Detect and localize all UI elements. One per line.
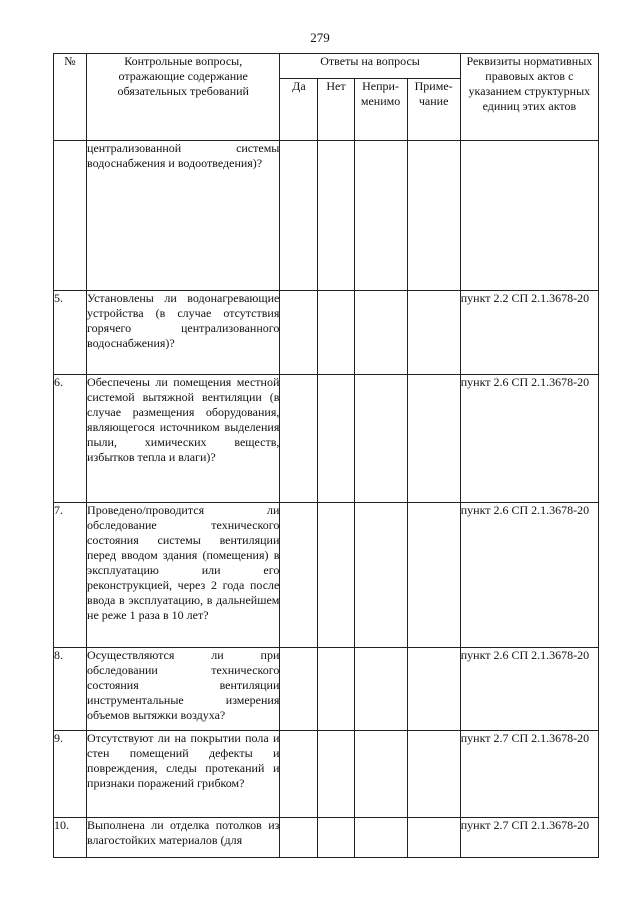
row-num: 7.: [54, 503, 87, 648]
table-row: [54, 648, 599, 731]
cell-primechanie: [407, 291, 460, 375]
row-num: 8.: [54, 648, 87, 731]
table-row: [54, 731, 599, 818]
cell-net: [318, 648, 354, 731]
cell-neprimenimo: [354, 503, 407, 648]
cell-da: [280, 503, 318, 648]
row-num: 6.: [54, 375, 87, 503]
header-answers: Ответы на вопросы: [280, 54, 460, 79]
cell-neprimenimo: [354, 648, 407, 731]
row-ref: пункт 2.7 СП 2.1.3678-20: [460, 731, 598, 818]
row-num: 10.: [54, 818, 87, 858]
cell-da: [280, 818, 318, 858]
cell-da: [280, 141, 318, 291]
header-primechanie: Приме-чание: [407, 79, 460, 141]
header-num: №: [54, 54, 87, 141]
header-neprimenimo: Непри-менимо: [354, 79, 407, 141]
row-question: Проведено/проводится ли обследование технического состояния системы вентиляции перед вводом здания (помещения) в эксплуатацию или его реконструкцией, через 2 года после ввода в эксплуатацию, в дальнейшем не реже 1 раза в 10 лет?: [87, 503, 280, 648]
cell-net: [318, 503, 354, 648]
row-ref: пункт 2.2 СП 2.1.3678-20: [460, 291, 598, 375]
cell-neprimenimo: [354, 818, 407, 858]
table-row: [54, 818, 599, 858]
cell-da: [280, 291, 318, 375]
cell-neprimenimo: [354, 375, 407, 503]
row-question: Выполнена ли отделка потолков из влагостойких материалов (для: [87, 818, 280, 858]
header-da: Да: [280, 79, 318, 141]
cell-da: [280, 375, 318, 503]
row-num: 5.: [54, 291, 87, 375]
page-number: 279: [310, 30, 330, 45]
cell-primechanie: [407, 141, 460, 291]
row-ref: [460, 141, 598, 291]
cell-primechanie: [407, 648, 460, 731]
cell-net: [318, 141, 354, 291]
row-question: Обеспечены ли помещения местной системой вытяжной вентиляции (в случае размещения оборудования, являющегося источником выделения пыли, химических веществ, избытков тепла и влаги)?: [87, 375, 280, 503]
cell-net: [318, 731, 354, 818]
row-question: Отсутствуют ли на покрытии пола и стен помещений дефекты и повреждения, следы протеканий и признаки поражений грибком?: [87, 731, 280, 818]
row-question: Установлены ли водонагревающие устройства (в случае отсутствия горячего централизованного водоснабжения)?: [87, 291, 280, 375]
row-ref: пункт 2.6 СП 2.1.3678-20: [460, 648, 598, 731]
row-num: 9.: [54, 731, 87, 818]
header-net: Нет: [318, 79, 354, 141]
row-ref: пункт 2.7 СП 2.1.3678-20: [460, 818, 598, 858]
cell-net: [318, 818, 354, 858]
table-row: [54, 141, 599, 291]
row-question: Осуществляются ли при обследовании технического состояния вентиляции инструментальные измерения объемов вытяжки воздуха?: [87, 648, 280, 731]
cell-primechanie: [407, 375, 460, 503]
cell-net: [318, 375, 354, 503]
row-question: централизованной системы водоснабжения и водоотведения)?: [87, 141, 280, 291]
cell-neprimenimo: [354, 731, 407, 818]
row-num: [54, 141, 87, 291]
header-questions: Контрольные вопросы, отражающие содержание обязательных требований: [87, 54, 280, 141]
cell-primechanie: [407, 818, 460, 858]
cell-da: [280, 648, 318, 731]
cell-net: [318, 291, 354, 375]
checklist-table: [53, 53, 599, 858]
header-requisites: Реквизиты нормативных правовых актов с указанием структурных единиц этих актов: [460, 54, 598, 141]
row-ref: пункт 2.6 СП 2.1.3678-20: [460, 503, 598, 648]
table-row: [54, 375, 599, 503]
cell-primechanie: [407, 503, 460, 648]
row-ref: пункт 2.6 СП 2.1.3678-20: [460, 375, 598, 503]
cell-primechanie: [407, 731, 460, 818]
cell-da: [280, 731, 318, 818]
cell-neprimenimo: [354, 291, 407, 375]
table-row: [54, 503, 599, 648]
cell-neprimenimo: [354, 141, 407, 291]
table-row: [54, 291, 599, 375]
